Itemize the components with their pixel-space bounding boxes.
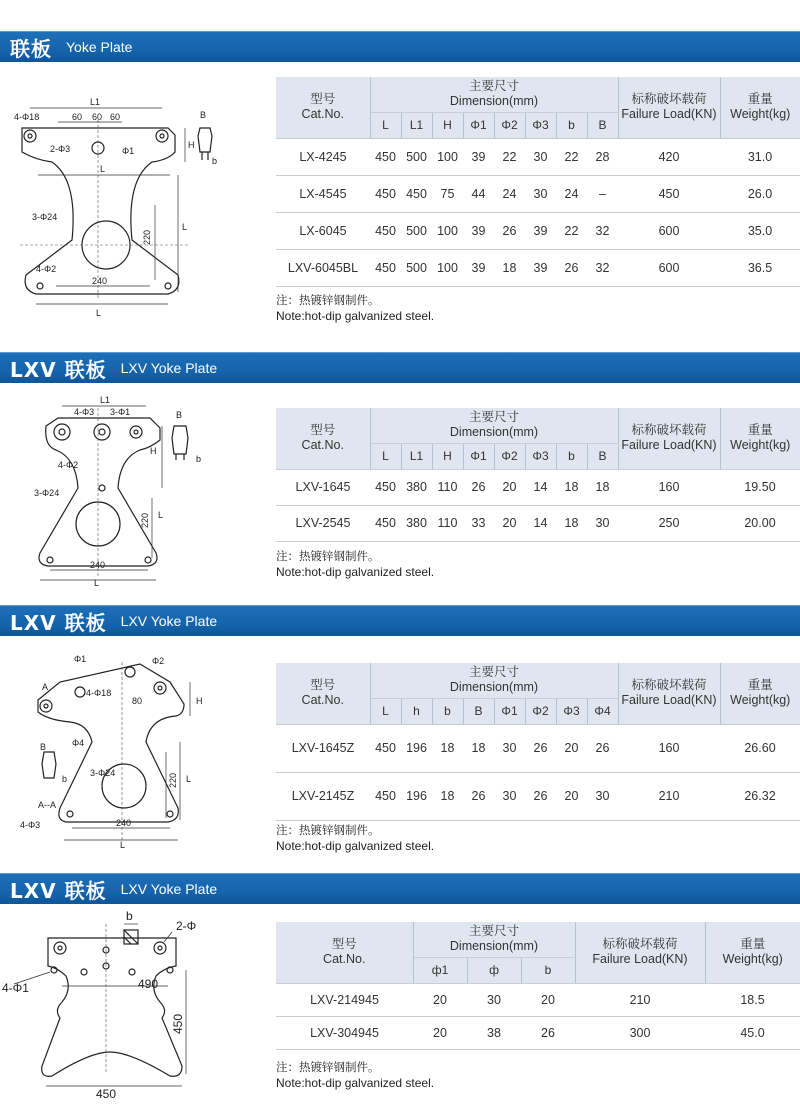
table-cell: 26.0 [720, 175, 800, 212]
section-header [0, 605, 800, 636]
drawing-label: 3-Φ24 [34, 488, 60, 498]
note-zh: 注：热镀锌钢制件。 [276, 1060, 380, 1074]
table-cell: 450 [370, 175, 401, 212]
column-header: H [432, 443, 463, 469]
drawing-label: 3-Φ1 [110, 407, 131, 417]
drawing-label: Φ4 [72, 738, 85, 748]
model-header: 型号 Cat.No. [276, 408, 370, 469]
drawing-label: 60 [92, 112, 103, 122]
table-cell: 39 [463, 138, 494, 175]
table-cell: 22 [556, 138, 587, 175]
drawing-label: 80 [132, 696, 143, 706]
drawing-label: L1 [100, 395, 111, 405]
drawing-label: L [94, 578, 100, 588]
table-cell: 20 [556, 772, 587, 820]
table-cell: 20 [413, 983, 467, 1016]
drawing-label: 220 [142, 229, 152, 245]
model-header: 型号 Cat.No. [276, 77, 370, 138]
note [276, 292, 434, 324]
drawing-label: 4-Φ3 [20, 820, 41, 830]
table-cell: 450 [370, 772, 401, 820]
weight-header: 重量 Weight(kg) [720, 663, 800, 724]
drawing-label: 4-Φ2 [58, 460, 79, 470]
table-cell: 24 [556, 175, 587, 212]
table-cell: 36.5 [720, 249, 800, 286]
table-cell: LXV-1645Z [276, 724, 370, 772]
drawing-label: B [200, 110, 207, 120]
table-cell: 160 [618, 724, 720, 772]
spec-table [276, 922, 800, 1050]
drawing-label: L [182, 222, 188, 232]
section-title-en: LXV Yoke Plate [120, 613, 218, 629]
drawing-label: 450 [171, 1013, 185, 1034]
drawing-label: L [120, 840, 126, 850]
table-cell: 22 [556, 212, 587, 249]
table-cell: 30 [587, 772, 618, 820]
column-header: Φ1 [494, 698, 525, 724]
table-row [276, 212, 800, 249]
table-cell: 100 [432, 249, 463, 286]
table-cell: 39 [525, 249, 556, 286]
weight-header: 重量 Weight(kg) [720, 408, 800, 469]
table-cell: 26 [494, 212, 525, 249]
table-cell: 450 [370, 249, 401, 286]
table-cell: 110 [432, 469, 463, 505]
yoke-plate-drawing [0, 906, 260, 1102]
note [276, 822, 434, 854]
load-header: 标称破坏载荷 Failure Load(KN) [618, 408, 720, 469]
column-header: b [432, 698, 463, 724]
drawing-label: Φ1 [122, 146, 135, 156]
table-cell: – [587, 175, 618, 212]
section-header [0, 873, 800, 904]
table-cell: 75 [432, 175, 463, 212]
drawing-label: 220 [140, 512, 150, 528]
table-cell: 20 [494, 469, 525, 505]
column-header: ф1 [413, 957, 467, 983]
table-cell: 18 [556, 469, 587, 505]
table-row [276, 505, 800, 541]
table-cell: 30 [525, 175, 556, 212]
table-cell: 196 [401, 772, 432, 820]
table-cell: 45.0 [705, 1016, 800, 1049]
column-header: b [556, 443, 587, 469]
section-header [0, 352, 800, 383]
table-cell: 450 [401, 175, 432, 212]
table-cell: 30 [494, 724, 525, 772]
note-zh: 注：热镀锌钢制件。 [276, 293, 380, 307]
table-cell: 26 [556, 249, 587, 286]
table-cell: 39 [463, 212, 494, 249]
table-cell: 31.0 [720, 138, 800, 175]
table-cell: 24 [494, 175, 525, 212]
table-cell: LX-6045 [276, 212, 370, 249]
drawing-label: 4-Φ18 [86, 688, 112, 698]
table-row [276, 175, 800, 212]
drawing-label: Φ2 [152, 656, 165, 666]
spec-table [276, 408, 800, 542]
table-cell: 19.50 [720, 469, 800, 505]
drawing-label: H [150, 446, 157, 456]
drawing-label: Φ1 [74, 654, 87, 664]
table-cell: 600 [618, 249, 720, 286]
table-cell: LXV-2145Z [276, 772, 370, 820]
drawing-label: 4-Φ1 [2, 981, 29, 995]
table-cell: 39 [525, 212, 556, 249]
drawing-label: 2-Φ3 [50, 144, 71, 154]
technical-drawing [0, 90, 260, 330]
drawing-label: b [196, 454, 202, 464]
section-title-zh: LXV 联板 [10, 357, 107, 382]
drawing-label: 240 [116, 818, 132, 828]
drawing-label: 60 [110, 112, 121, 122]
drawing-label: 240 [90, 560, 106, 570]
note-zh: 注：热镀锌钢制件。 [276, 823, 380, 837]
table-cell: 26 [521, 1016, 575, 1049]
table-cell: 32 [587, 249, 618, 286]
table-cell: 39 [463, 249, 494, 286]
drawing-label: L [96, 308, 102, 318]
table-row [276, 1016, 800, 1049]
table-cell: 100 [432, 138, 463, 175]
yoke-plate-drawing [0, 642, 260, 852]
table-cell: 20 [556, 724, 587, 772]
table-cell: 18 [432, 772, 463, 820]
table-cell: 450 [618, 175, 720, 212]
table-cell: 450 [370, 138, 401, 175]
column-header: L [370, 443, 401, 469]
table-cell: 160 [618, 469, 720, 505]
table-cell: 110 [432, 505, 463, 541]
table-cell: 26.32 [720, 772, 800, 820]
table-cell: 250 [618, 505, 720, 541]
column-header: Φ1 [463, 112, 494, 138]
drawing-label: 220 [168, 772, 178, 788]
column-header: h [401, 698, 432, 724]
dimension-header: 主要尺寸 Dimension(mm) [370, 663, 618, 698]
yoke-plate-drawing [0, 388, 260, 588]
table-cell: LX-4245 [276, 138, 370, 175]
table-cell: 22 [494, 138, 525, 175]
table-cell: 18 [556, 505, 587, 541]
table-cell: 380 [401, 469, 432, 505]
drawing-label: A [42, 682, 49, 692]
table-cell: 30 [467, 983, 521, 1016]
column-header: Φ3 [525, 112, 556, 138]
table-cell: 26.60 [720, 724, 800, 772]
table-cell: 20 [521, 983, 575, 1016]
drawing-label: B [176, 410, 183, 420]
drawing-label: L1 [90, 97, 101, 107]
section-title-zh: LXV 联板 [10, 878, 107, 903]
column-header: Φ4 [587, 698, 618, 724]
drawing-label: L [158, 510, 164, 520]
drawing-label: 4-Φ3 [74, 407, 95, 417]
table-cell: 18 [432, 724, 463, 772]
table-cell: 300 [575, 1016, 705, 1049]
table-cell: 20 [494, 505, 525, 541]
note-en: Note:hot-dip galvanized steel. [276, 1076, 435, 1090]
column-header: Φ2 [525, 698, 556, 724]
column-header: b [556, 112, 587, 138]
drawing-label: 2-Φ [176, 919, 197, 933]
table-cell: 450 [370, 469, 401, 505]
table-cell: 44 [463, 175, 494, 212]
table-cell: 450 [370, 724, 401, 772]
column-header: B [463, 698, 494, 724]
table-cell: 35.0 [720, 212, 800, 249]
note-en: Note:hot-dip galvanized steel. [276, 565, 435, 579]
table-cell: 210 [618, 772, 720, 820]
note [276, 548, 434, 580]
table-cell: 33 [463, 505, 494, 541]
table-cell: 30 [494, 772, 525, 820]
dimension-header: 主要尺寸 Dimension(mm) [413, 922, 575, 957]
table-cell: 14 [525, 505, 556, 541]
drawing-label: 240 [92, 276, 108, 286]
weight-header: 重量 Weight(kg) [720, 77, 800, 138]
table-cell: 32 [587, 212, 618, 249]
column-header: L [370, 112, 401, 138]
table-cell: LXV-304945 [276, 1016, 413, 1049]
load-header: 标称破坏载荷 Failure Load(KN) [618, 663, 720, 724]
table-row [276, 724, 800, 772]
drawing-label: 60 [72, 112, 83, 122]
drawing-label: L [100, 164, 106, 174]
table-cell: LXV-2545 [276, 505, 370, 541]
table-cell: 26 [463, 469, 494, 505]
drawing-label: 4-Φ2 [36, 264, 57, 274]
table-cell: 18 [463, 724, 494, 772]
drawing-label: B [40, 742, 47, 752]
technical-drawing [0, 388, 260, 588]
column-header: Φ2 [494, 112, 525, 138]
note-en: Note:hot-dip galvanized steel. [276, 839, 435, 853]
section-title-en: LXV Yoke Plate [120, 360, 218, 376]
table-cell: LX-4545 [276, 175, 370, 212]
table-row [276, 138, 800, 175]
column-header: Φ3 [525, 443, 556, 469]
table-cell: 26 [525, 724, 556, 772]
table-cell: 210 [575, 983, 705, 1016]
weight-header: 重量 Weight(kg) [705, 922, 800, 983]
table-cell: 18.5 [705, 983, 800, 1016]
note-en: Note:hot-dip galvanized steel. [276, 309, 435, 323]
table-cell: 18 [587, 469, 618, 505]
drawing-label: b [212, 156, 218, 166]
column-header: H [432, 112, 463, 138]
drawing-label: 3-Φ24 [90, 768, 116, 778]
drawing-label: H [196, 696, 203, 706]
column-header: B [587, 112, 618, 138]
drawing-label: 490 [138, 977, 159, 991]
table-cell: 26 [587, 724, 618, 772]
table-cell: 196 [401, 724, 432, 772]
drawing-label: H [188, 140, 195, 150]
column-header: L [370, 698, 401, 724]
section-header [0, 31, 800, 62]
drawing-label: L [186, 774, 192, 784]
model-header: 型号 Cat.No. [276, 922, 413, 983]
note [276, 1059, 434, 1091]
column-header: b [521, 957, 575, 983]
table-cell: 20 [413, 1016, 467, 1049]
drawing-label: A--A [38, 800, 56, 810]
drawing-label: b [62, 774, 68, 784]
table-row [276, 469, 800, 505]
dimension-header: 主要尺寸 Dimension(mm) [370, 77, 618, 112]
section-title-zh: 联板 [10, 36, 52, 61]
table-cell: 500 [401, 138, 432, 175]
spec-table [276, 663, 800, 821]
drawing-label: 3-Φ24 [32, 212, 58, 222]
table-cell: 500 [401, 249, 432, 286]
table-cell: 380 [401, 505, 432, 541]
column-header: Φ3 [556, 698, 587, 724]
table-cell: 28 [587, 138, 618, 175]
load-header: 标称破坏载荷 Failure Load(KN) [618, 77, 720, 138]
table-cell: 30 [587, 505, 618, 541]
column-header: Φ1 [463, 443, 494, 469]
model-header: 型号 Cat.No. [276, 663, 370, 724]
table-cell: 26 [525, 772, 556, 820]
table-cell: 38 [467, 1016, 521, 1049]
table-cell: 20.00 [720, 505, 800, 541]
section-title-en: Yoke Plate [66, 39, 133, 55]
table-cell: 26 [463, 772, 494, 820]
column-header: ф [467, 957, 521, 983]
table-cell: LXV-6045BL [276, 249, 370, 286]
table-cell: LXV-214945 [276, 983, 413, 1016]
table-cell: 600 [618, 212, 720, 249]
yoke-plate-drawing [0, 90, 260, 330]
table-row [276, 983, 800, 1016]
table-cell: 14 [525, 469, 556, 505]
table-cell: 450 [370, 212, 401, 249]
drawing-label: 450 [96, 1087, 117, 1101]
table-cell: 420 [618, 138, 720, 175]
table-cell: 500 [401, 212, 432, 249]
column-header: B [587, 443, 618, 469]
table-row [276, 772, 800, 820]
technical-drawing [0, 642, 260, 852]
column-header: Φ2 [494, 443, 525, 469]
drawing-label: b [126, 909, 133, 923]
column-header: L1 [401, 443, 432, 469]
section-title-en: LXV Yoke Plate [120, 881, 218, 897]
table-cell: LXV-1645 [276, 469, 370, 505]
table-cell: 450 [370, 505, 401, 541]
technical-drawing [0, 906, 260, 1102]
section-title-zh: LXV 联板 [10, 610, 107, 635]
column-header: L1 [401, 112, 432, 138]
table-cell: 18 [494, 249, 525, 286]
drawing-label: 4-Φ18 [14, 112, 40, 122]
table-cell: 100 [432, 212, 463, 249]
dimension-header: 主要尺寸 Dimension(mm) [370, 408, 618, 443]
table-cell: 30 [525, 138, 556, 175]
note-zh: 注：热镀锌钢制件。 [276, 549, 380, 563]
spec-table [276, 77, 800, 287]
load-header: 标称破坏载荷 Failure Load(KN) [575, 922, 705, 983]
table-row [276, 249, 800, 286]
